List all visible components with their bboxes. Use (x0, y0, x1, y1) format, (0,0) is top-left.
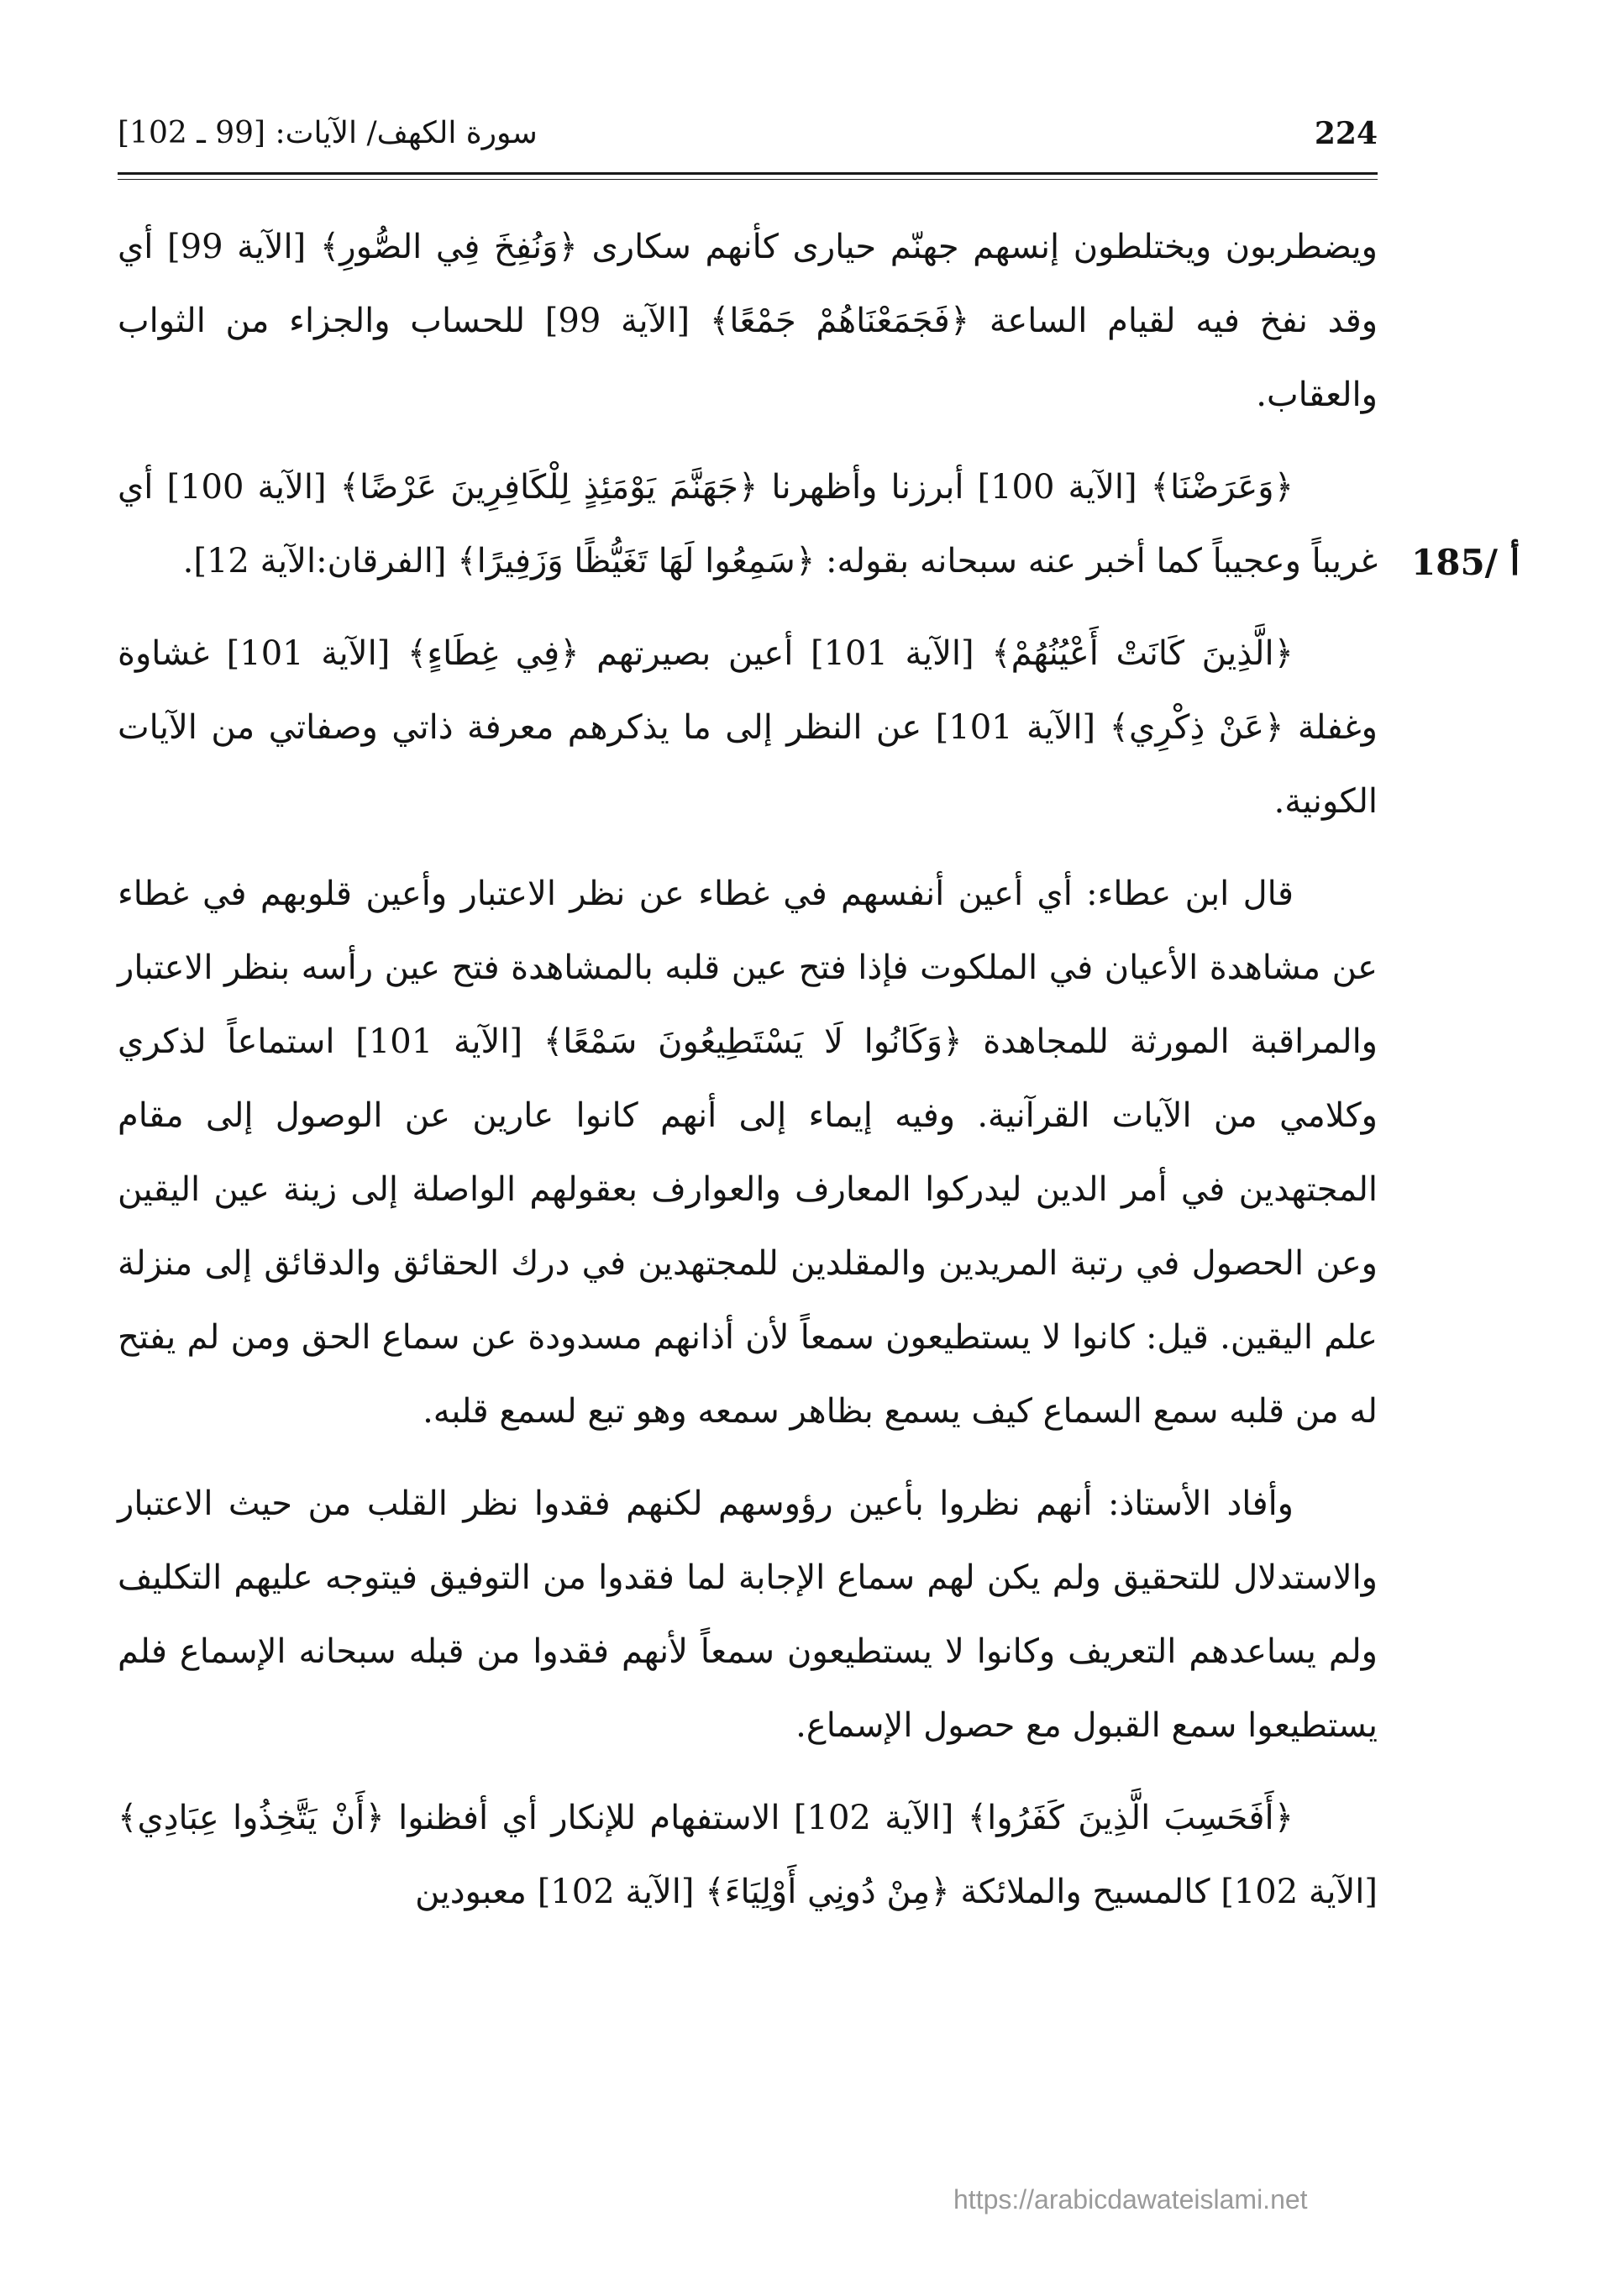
paragraph: وأفاد الأستاذ: أنهم نظروا بأعين رؤوسهم لكنهم فقدوا نظر القلب من حيث الاعتبار والاستدلال للتحقيق ولم يكن لهم سماع الإجابة لما فقدوا من التوفيق فيتوجه عليهم التكليف ولم يساعدهم التعريف وكانوا لا يستطيعون سمعاً لأنهم فقدوا من قبله سبحانه الإسماع فلم يستطيعوا سمع القبول مع حصول الإسماع. (118, 1484, 1378, 1745)
margin-folio-note: 185/ أ (1411, 542, 1520, 583)
page-number: 224 (1314, 116, 1378, 151)
paragraph: ﴿الَّذِينَ كَانَتْ أَعْيُنُهُمْ﴾ [الآية 101] أعين بصيرتهم ﴿فِي غِطَاءٍ﴾ [الآية 101] غشاوة وغفلة ﴿عَنْ ذِكْرِي﴾ [الآية 101] عن النظر إلى ما يذكرهم معرفة ذاتي وصفاتي من الآيات الكونية. (118, 634, 1378, 821)
header-rule-thin (118, 179, 1378, 180)
page-header (118, 116, 1378, 166)
paragraph: ويضطربون ويختلطون إنسهم جهنّم حيارى كأنهم سكارى ﴿وَنُفِخَ فِي الصُّورِ﴾ [الآية 99] أي وقد نفخ فيه لقيام الساعة ﴿فَجَمَعْنَاهُمْ جَمْعًا﴾ [الآية 99] للحساب والجزاء من الثواب والعقاب. (118, 228, 1378, 414)
header-rule (118, 172, 1378, 175)
paragraph: ﴿وَعَرَضْنَا﴾ [الآية 100] أبرزنا وأظهرنا ﴿جَهَنَّمَ يَوْمَئِذٍ لِلْكَافِرِينَ عَرْضًا﴾ [الآية 100] أي غريباً وعجيباً كما أخبر عنه سبحانه بقوله: ﴿سَمِعُوا لَهَا تَغَيُّظًا وَزَفِيرًا﴾ [الفرقان:الآية 12]. (118, 468, 1378, 581)
running-title: سورة الكهف/ الآيات: [99 ـ 102] (118, 116, 538, 150)
page-body (118, 210, 1378, 1947)
paragraph: قال ابن عطاء: أي أعين أنفسهم في غطاء عن نظر الاعتبار وأعين قلوبهم في غطاء عن مشاهدة الأعيان في الملكوت فإذا فتح عين قلبه بالمشاهدة فتح عين رأسه بنظر الاعتبار والمراقبة المورثة للمجاهدة ﴿وَكَانُوا لَا يَسْتَطِيعُونَ سَمْعًا﴾ [الآية 101] استماعاً لذكري وكلامي من الآيات القرآنية. وفيه إيماء إلى أنهم كانوا عارين عن الوصول إلى مقام المجتهدين في أمر الدين ليدركوا المعارف والعوارف بعقولهم الواصلة إلى زينة عين اليقين وعن الحصول في رتبة المريدين والمقلدين للمجتهدين في درك الحقائق والدقائق إلى منزلة علم اليقين. قيل: كانوا لا يستطيعون سمعاً لأن أذانهم مسدودة عن سماع الحق ومن لم يفتح له من قلبه سمع السماع كيف يسمع بظاهر سمعه وهو تبع لسمع قلبه. (118, 875, 1378, 1431)
watermark-url: https://arabicdawateislami.net (953, 2184, 1308, 2215)
paragraph: ﴿أَفَحَسِبَ الَّذِينَ كَفَرُوا﴾ [الآية 102] الاستفهام للإنكار أي أفظنوا ﴿أَنْ يَتَّخِذُوا عِبَادِي﴾ [الآية 102] كالمسيح والملائكة ﴿مِنْ دُونِي أَوْلِيَاءَ﴾ [الآية 102] معبودين (118, 1799, 1378, 1911)
